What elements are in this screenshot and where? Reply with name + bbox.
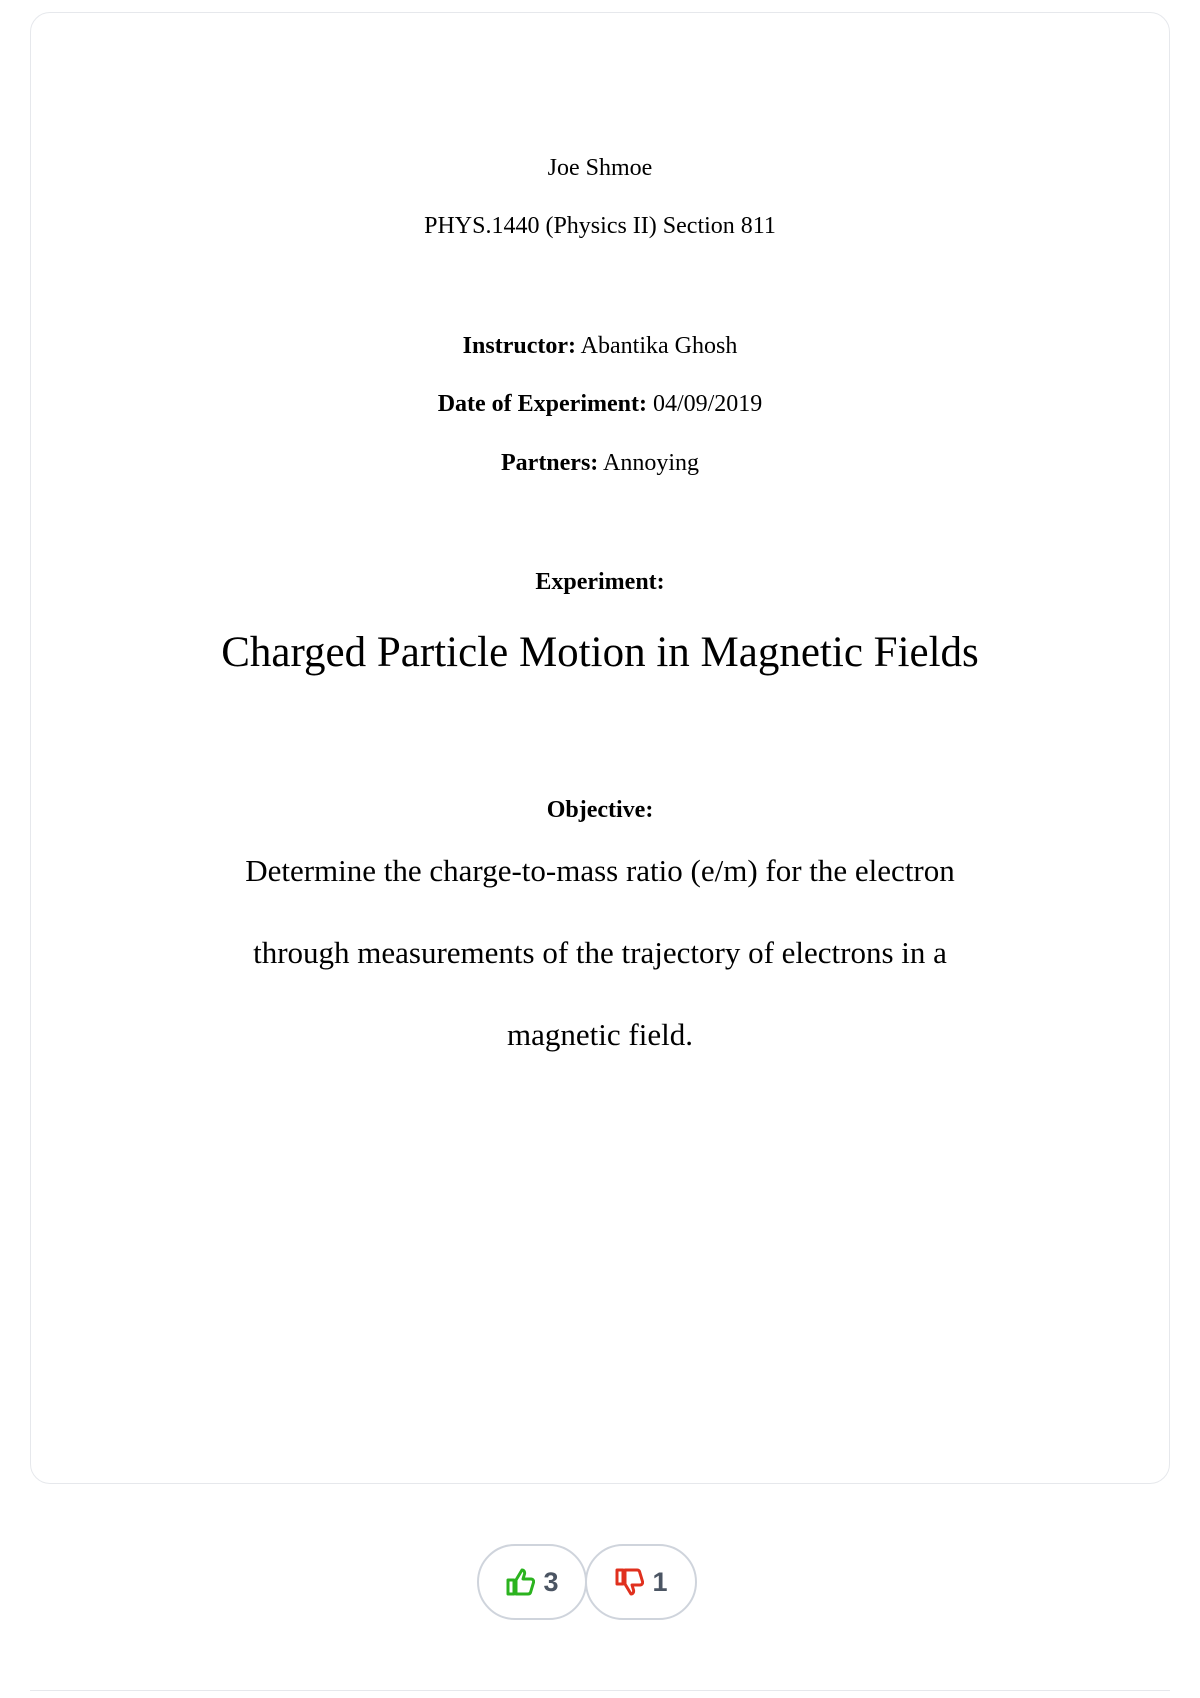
partners-label: Partners: <box>501 450 599 476</box>
thumbs-up-icon <box>505 1568 535 1596</box>
objective-line-2: through measurements of the trajectory of electrons in a <box>253 935 947 970</box>
objective-line-1: Determine the charge-to-mass ratio (e/m) for the electron <box>245 853 955 888</box>
instructor-label: Instructor: <box>462 333 576 359</box>
partners-line <box>31 450 1169 477</box>
thumbs-down-icon <box>614 1568 644 1596</box>
partners-value: Annoying <box>602 450 699 476</box>
objective-line-3: magnetic field. <box>507 1017 693 1052</box>
date-line <box>31 391 1169 418</box>
document-page <box>30 12 1170 1484</box>
instructor-name: Abantika Ghosh <box>580 333 738 359</box>
experiment-heading: Experiment: <box>535 569 665 595</box>
instructor-line <box>31 333 1169 360</box>
author-name: Joe Shmoe <box>547 155 653 181</box>
vote-bar <box>0 1544 1200 1624</box>
upvote-button[interactable] <box>477 1544 587 1620</box>
downvote-count: 1 <box>652 1566 668 1597</box>
course-info: PHYS.1440 (Physics II) Section 811 <box>424 213 776 239</box>
upvote-count: 3 <box>543 1566 559 1597</box>
experiment-date: 04/09/2019 <box>652 391 763 417</box>
experiment-title: Charged Particle Motion in Magnetic Fields <box>221 629 979 676</box>
date-label: Date of Experiment: <box>437 391 647 417</box>
divider <box>30 1690 1170 1691</box>
downvote-button[interactable] <box>585 1544 697 1620</box>
objective-heading: Objective: <box>546 797 654 823</box>
